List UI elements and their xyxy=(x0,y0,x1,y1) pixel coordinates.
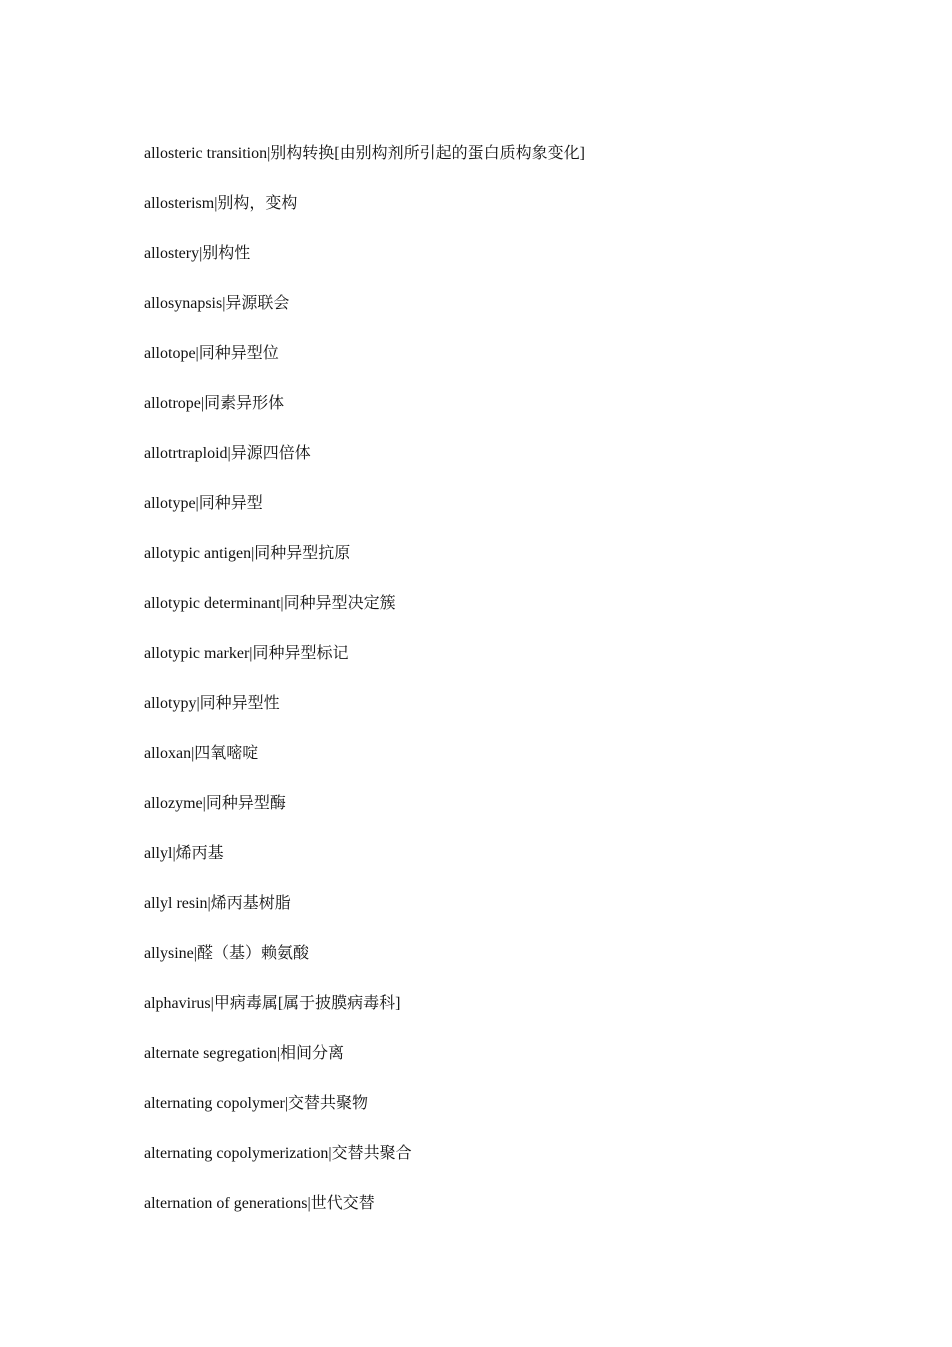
glossary-entry: allotypic antigen|同种异型抗原 xyxy=(144,545,351,562)
glossary-entry: alternating copolymer|交替共聚物 xyxy=(144,1095,369,1112)
glossary-entry: alternation of generations|世代交替 xyxy=(144,1195,375,1212)
glossary-entry: allotope|同种异型位 xyxy=(144,345,279,362)
glossary-entry: allyl resin|烯丙基树脂 xyxy=(144,895,291,912)
glossary-entry: alternating copolymerization|交替共聚合 xyxy=(144,1145,412,1162)
glossary-entry: allosterism|别构，变构 xyxy=(144,195,298,212)
glossary-entry: allyl|烯丙基 xyxy=(144,845,224,862)
glossary-entry: allotypic marker|同种异型标记 xyxy=(144,645,349,662)
glossary-entry: allysine|醛（基）赖氨酸 xyxy=(144,945,309,962)
glossary-entry: allozyme|同种异型酶 xyxy=(144,795,286,812)
glossary-entry: alphavirus|甲病毒属[属于披膜病毒科] xyxy=(144,995,401,1012)
glossary-entry: allostery|别构性 xyxy=(144,245,251,262)
glossary-entry: allotrtraploid|异源四倍体 xyxy=(144,445,311,462)
glossary-entry: allosynapsis|异源联会 xyxy=(144,295,290,312)
glossary-entry: allotypic determinant|同种异型决定簇 xyxy=(144,595,396,612)
glossary-entry: allotype|同种异型 xyxy=(144,495,263,512)
glossary-entry: alloxan|四氧嘧啶 xyxy=(144,745,259,762)
glossary-entry: allotypy|同种异型性 xyxy=(144,695,280,712)
glossary-entry: alternate segregation|相间分离 xyxy=(144,1045,345,1062)
glossary-list xyxy=(144,140,585,1240)
glossary-entry: allotrope|同素异形体 xyxy=(144,395,285,412)
glossary-entry: allosteric transition|别构转换[由别构剂所引起的蛋白质构象变化] xyxy=(144,145,585,162)
